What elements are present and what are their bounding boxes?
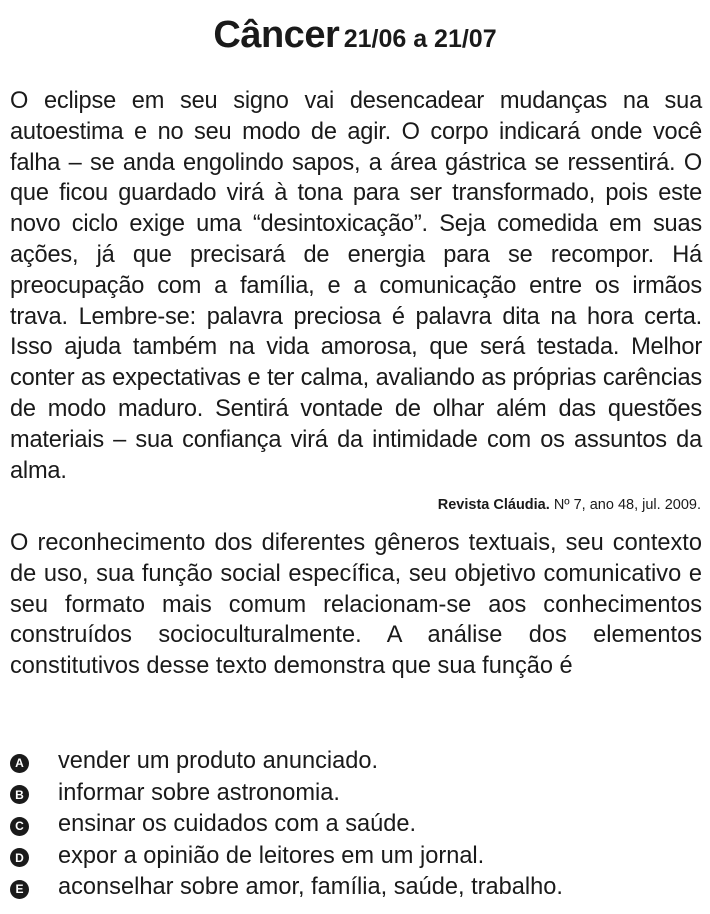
option-c[interactable] bbox=[10, 809, 702, 841]
horoscope-passage: O eclipse em seu signo vai desencadear mudanças na sua autoestima e no seu modo de agir. O corpo indicará onde você falha – se anda engolindo sapos, a área gástrica se ressentirá. O que ficou guardado virá à tona para ser transformado, pois este novo ciclo exige uma “desintoxicação”. Seja comedida em suas ações, já que precisará de energia para se recompor. Há preocupação com a família, e a comunicação entre os irmãos trava. Lembre-se: palavra preciosa é palavra dita na hora certa. Isso ajuda também na vida amorosa, que será testada. Melhor conter as expectativas e ter calma, avaliando as próprias carências de modo maduro. Sentirá vontade de olhar além das questões materiais – sua confiança virá da intimidade com os assuntos da alma. bbox=[10, 88, 702, 484]
page-title bbox=[0, 14, 710, 57]
question-prompt: O reconhecimento dos diferentes gêneros textuais, seu contexto de uso, sua função social específica, seu objetivo comunicativo e seu formato mais comum relacionam-se aos conhecimentos construídos socioculturalmente. A análise dos elementos constitutivos desse texto demonstra que sua função é bbox=[10, 530, 702, 680]
option-a[interactable] bbox=[10, 746, 702, 778]
answer-options bbox=[10, 746, 702, 904]
option-text: vender um produto anunciado. bbox=[58, 748, 379, 775]
source-details: Nº 7, ano 48, jul. 2009. bbox=[553, 497, 701, 513]
option-letter-badge: C bbox=[10, 817, 29, 836]
option-letter-badge: B bbox=[10, 785, 29, 804]
option-letter-badge: E bbox=[10, 880, 29, 899]
title-sign: Câncer bbox=[213, 14, 340, 56]
source-journal: Revista Cláudia. bbox=[437, 497, 550, 513]
title-dates: 21/06 a 21/07 bbox=[343, 25, 497, 53]
option-e[interactable] bbox=[10, 872, 702, 904]
option-text: ensinar os cuidados com a saúde. bbox=[58, 811, 417, 838]
option-text: informar sobre astronomia. bbox=[58, 779, 340, 806]
option-d[interactable] bbox=[10, 841, 702, 873]
option-letter-badge: D bbox=[10, 848, 29, 867]
option-text: aconselhar sobre amor, família, saúde, trabalho. bbox=[58, 874, 563, 901]
option-letter-badge: A bbox=[10, 754, 29, 773]
source-citation bbox=[438, 497, 701, 513]
option-text: expor a opinião de leitores em um jornal. bbox=[58, 842, 485, 869]
option-b[interactable] bbox=[10, 778, 702, 810]
